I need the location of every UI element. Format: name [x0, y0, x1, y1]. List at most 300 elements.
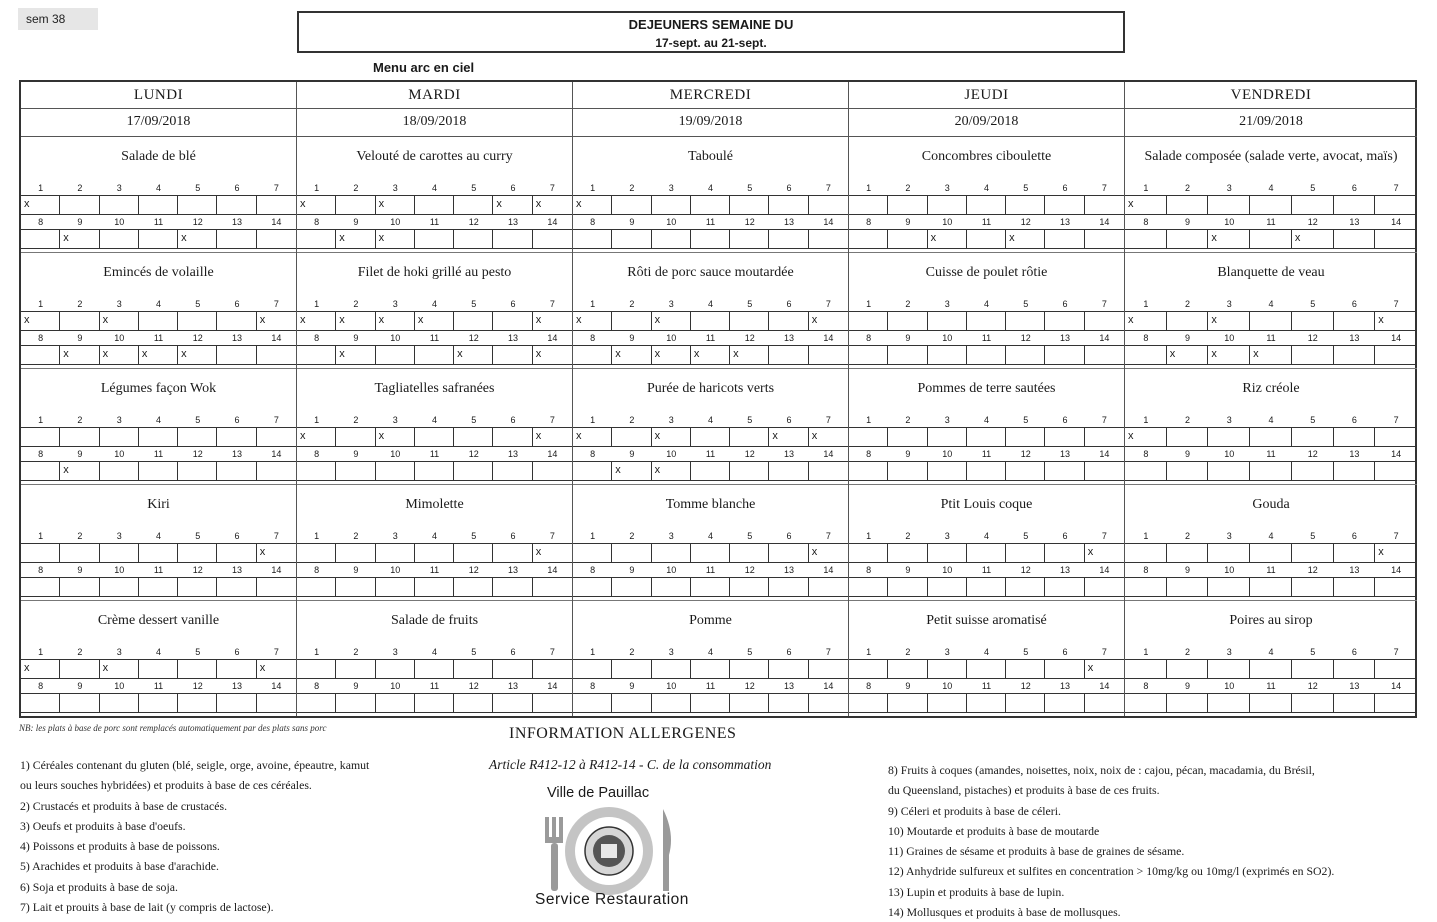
allergen-box-row [573, 659, 848, 679]
allergen-number: 6 [510, 531, 516, 541]
allergen-box-row [849, 543, 1124, 563]
allergen-number: 5 [471, 647, 477, 657]
allergen-number: 7 [1101, 531, 1107, 541]
day-date: 18/09/2018 [402, 114, 467, 129]
allergen-mark: x [1167, 346, 1209, 364]
allergen-box-row [1125, 229, 1417, 249]
allergen-mark [217, 428, 256, 446]
allergen-mark [257, 428, 296, 446]
allergen-mark [21, 694, 60, 712]
course-cell [1125, 369, 1417, 485]
allergen-number: 11 [153, 333, 164, 343]
allergen-number-row [1125, 563, 1417, 577]
allergen-number: 5 [471, 415, 477, 425]
allergen-mark [1125, 578, 1167, 596]
allergen-mark [139, 196, 178, 214]
allergen-number: 5 [1023, 183, 1029, 193]
allergen-number: 3 [1226, 183, 1232, 193]
allergen-mark: x [612, 462, 651, 480]
allergen-number: 9 [77, 449, 83, 459]
allergen-mark: x [100, 346, 139, 364]
allergen-number: 8 [314, 449, 320, 459]
allergen-mark [178, 694, 217, 712]
allergen-number: 11 [705, 217, 716, 227]
allergen-number: 5 [747, 647, 753, 657]
allergen-number: 3 [392, 415, 398, 425]
allergen-mark [100, 196, 139, 214]
allergen-number: 8 [38, 681, 44, 691]
allergen-mark [297, 462, 336, 480]
allergen-mark [1375, 428, 1417, 446]
course-cell [573, 137, 848, 253]
allergen-box-row [297, 659, 572, 679]
allergen-number: 14 [1391, 217, 1402, 227]
allergen-number: 11 [429, 217, 440, 227]
allergen-number: 1 [1143, 647, 1149, 657]
allergen-mark [1045, 694, 1084, 712]
course-cell [21, 485, 296, 601]
allergen-number: 8 [314, 217, 320, 227]
dish-name: Ptit Louis coque [940, 497, 1033, 512]
course-cell [573, 601, 848, 717]
allergen-mark [1375, 196, 1417, 214]
allergen-number: 11 [1266, 333, 1276, 343]
allergen-number: 12 [1307, 681, 1318, 691]
allergen-mark [493, 462, 532, 480]
allergen-number: 14 [271, 449, 282, 459]
allergen-mark [888, 694, 927, 712]
allergen-mark [1250, 312, 1292, 330]
allergen-mark [533, 578, 572, 596]
allergen-mark [1006, 462, 1045, 480]
allergen-mark [139, 578, 178, 596]
allergen-number: 5 [1310, 299, 1316, 309]
allergen-number: 12 [468, 333, 479, 343]
allergen-number: 5 [747, 183, 753, 193]
allergen-number-row [1125, 413, 1417, 427]
allergen-mark [1045, 462, 1084, 480]
allergen-mark: x [1087, 662, 1094, 674]
allergen-number: 2 [1185, 531, 1191, 541]
allergen-mark [454, 312, 493, 330]
allergen-number: 1 [314, 647, 320, 657]
allergen-mark [573, 544, 612, 562]
allergen-mark [336, 694, 375, 712]
course-cell [849, 253, 1124, 369]
allergen-mark [1045, 346, 1084, 364]
day-name: JEUDI [849, 82, 1124, 109]
allergen-number: 2 [77, 647, 83, 657]
allergen-mark [769, 312, 808, 330]
allergen-number: 5 [1023, 415, 1029, 425]
allergen-mark: x [1208, 346, 1250, 364]
allergen-number-row [21, 413, 296, 427]
allergen-number: 11 [705, 333, 716, 343]
allergen-number: 13 [784, 449, 795, 459]
allergen-mark [139, 544, 178, 562]
allergen-number: 11 [429, 681, 440, 691]
allergen-number: 12 [468, 681, 479, 691]
allergen-number: 11 [981, 333, 992, 343]
allergen-number-row [1125, 331, 1417, 345]
allergen-number: 6 [234, 183, 240, 193]
allergen-mark: x [100, 312, 139, 330]
allergen-mark [769, 544, 808, 562]
allergen-mark [691, 462, 730, 480]
allergen-number: 7 [1393, 299, 1399, 309]
allergen-number: 12 [1307, 333, 1318, 343]
allergen-mark [612, 312, 651, 330]
allergen-box-row [297, 311, 572, 331]
allergen-number: 6 [1351, 299, 1357, 309]
allergen-mark [493, 230, 532, 248]
allergen-number: 14 [547, 449, 558, 459]
allergen-mark [888, 660, 927, 678]
allergen-mark [1208, 660, 1250, 678]
day-header [573, 82, 848, 137]
allergen-number: 13 [232, 449, 243, 459]
allergen-mark [1085, 462, 1124, 480]
allergen-number: 1 [38, 531, 44, 541]
allergen-number: 10 [942, 333, 953, 343]
allergen-box-row [21, 577, 296, 597]
allergen-number: 2 [77, 183, 83, 193]
allergen-number: 12 [1020, 333, 1031, 343]
allergen-mark [1375, 230, 1417, 248]
allergen-number: 4 [983, 183, 989, 193]
allergen-number: 4 [707, 299, 713, 309]
allergen-number: 5 [195, 415, 201, 425]
allergen-box-row [297, 427, 572, 447]
allergen-mark [21, 578, 60, 596]
allergen-box-row [849, 195, 1124, 215]
allergen-number: 3 [668, 531, 674, 541]
allergen-mark [493, 694, 532, 712]
allergen-number: 1 [38, 183, 44, 193]
allergen-number: 11 [429, 565, 440, 575]
allergen-number: 12 [1307, 565, 1318, 575]
allergen-number: 9 [905, 565, 911, 575]
allergen-number: 7 [825, 531, 831, 541]
allergen-number: 11 [153, 449, 164, 459]
allergen-number: 10 [666, 333, 677, 343]
allergen-number: 3 [392, 183, 398, 193]
allergen-mark [769, 578, 808, 596]
allergen-number: 11 [1266, 681, 1276, 691]
allergen-mark [1167, 312, 1209, 330]
allergen-number: 8 [866, 681, 872, 691]
allergen-number: 6 [1351, 183, 1357, 193]
allergen-number: 13 [1349, 333, 1360, 343]
allergen-box-row [573, 577, 848, 597]
allergen-number-row [297, 645, 572, 659]
allergen-mark [139, 694, 178, 712]
allergen-number: 5 [1310, 531, 1316, 541]
allergen-number: 6 [510, 183, 516, 193]
allergen-mark [257, 196, 296, 214]
allergen-mark [178, 660, 217, 678]
allergen-number: 14 [1391, 449, 1402, 459]
allergen-number-row [573, 563, 848, 577]
allergen-number: 5 [747, 531, 753, 541]
allergen-mark [454, 462, 493, 480]
allergen-mark [1085, 428, 1124, 446]
allergen-number: 13 [784, 681, 795, 691]
allergen-number: 5 [747, 415, 753, 425]
allergen-mark [1334, 196, 1376, 214]
allergen-mark [1250, 578, 1292, 596]
allergen-number-row [1125, 529, 1417, 543]
allergen-mark [257, 694, 296, 712]
allergen-item: 11) Graines de sésame et produits à base de graines de sésame. [888, 844, 1185, 859]
allergen-number: 7 [825, 183, 831, 193]
allergen-number: 3 [1226, 299, 1232, 309]
dish-name: Blanquette de veau [1217, 265, 1325, 280]
allergen-mark [573, 230, 612, 248]
allergen-number: 11 [705, 449, 716, 459]
allergen-number-row [573, 413, 848, 427]
allergen-mark [612, 544, 651, 562]
dish-name: Velouté de carottes au curry [356, 149, 513, 164]
allergen-number: 9 [905, 217, 911, 227]
allergen-mark [928, 346, 967, 364]
allergen-mark [809, 346, 848, 364]
allergen-number: 7 [1101, 647, 1107, 657]
allergen-mark [691, 544, 730, 562]
allergen-mark [967, 230, 1006, 248]
allergen-number: 5 [471, 531, 477, 541]
allergen-number: 6 [786, 647, 792, 657]
allergen-mark: x [376, 230, 415, 248]
allergen-mark [1334, 694, 1376, 712]
allergen-mark [21, 544, 60, 562]
allergen-mark [257, 578, 296, 596]
allergen-mark: x [535, 198, 542, 210]
allergen-box-row [21, 195, 296, 215]
allergen-mark [493, 346, 532, 364]
allergen-mark: x [376, 312, 415, 330]
allergen-number: 13 [232, 333, 243, 343]
allergen-mark [217, 230, 256, 248]
allergen-box-row [1125, 311, 1417, 331]
allergen-number: 12 [1020, 217, 1031, 227]
allergen-mark [691, 196, 730, 214]
allergen-item: 14) Mollusques et produits à base de mollusques. [888, 905, 1121, 920]
allergen-number: 10 [390, 333, 401, 343]
allergen-mark [60, 428, 99, 446]
allergen-mark [809, 660, 848, 678]
allergen-mark [1085, 312, 1124, 330]
course-cell [21, 369, 296, 485]
allergen-mark [888, 346, 927, 364]
allergen-mark [100, 230, 139, 248]
allergen-mark: x [1006, 230, 1045, 248]
allergen-mark [809, 230, 848, 248]
allergen-number: 7 [1101, 415, 1107, 425]
allergen-mark [1292, 312, 1334, 330]
day-date: 19/09/2018 [678, 114, 743, 129]
allergen-number: 2 [1185, 647, 1191, 657]
allergen-number: 9 [1185, 681, 1191, 691]
allergen-number: 2 [629, 647, 635, 657]
course-cell [297, 601, 572, 717]
allergen-number: 7 [549, 299, 555, 309]
allergen-number: 2 [629, 183, 635, 193]
allergen-number: 10 [666, 565, 677, 575]
allergen-mark [769, 196, 808, 214]
allergen-mark [1045, 660, 1084, 678]
allergen-number-row [849, 413, 1124, 427]
allergen-mark [730, 312, 769, 330]
allergen-mark [928, 196, 967, 214]
allergen-mark [493, 428, 532, 446]
dish-name: Purée de haricots verts [646, 381, 775, 396]
day-column [573, 82, 849, 716]
allergen-mark [1045, 312, 1084, 330]
allergen-mark [1292, 428, 1334, 446]
allergen-number: 12 [744, 565, 755, 575]
allergen-mark [1045, 428, 1084, 446]
allergen-mark: x [612, 346, 651, 364]
allergen-mark [415, 428, 454, 446]
allergen-number-row [849, 215, 1124, 229]
allergen-number-row [849, 563, 1124, 577]
allergen-number: 3 [1226, 647, 1232, 657]
allergen-number: 11 [153, 217, 164, 227]
day-header [297, 82, 572, 137]
allergen-mark [888, 196, 927, 214]
allergen-mark: x [493, 196, 532, 214]
allergen-mark [60, 544, 99, 562]
allergen-mark [1292, 578, 1334, 596]
allergen-mark [1208, 462, 1250, 480]
allergen-mark [454, 428, 493, 446]
allergen-mark [297, 544, 336, 562]
day-date: 21/09/2018 [1239, 114, 1303, 129]
allergen-number: 3 [944, 647, 950, 657]
allergen-mark [730, 230, 769, 248]
allergen-number: 8 [590, 333, 596, 343]
allergen-mark [1167, 196, 1209, 214]
allergen-mark [336, 544, 375, 562]
allergen-mark [1006, 544, 1045, 562]
allergen-number: 4 [707, 415, 713, 425]
allergen-mark [178, 462, 217, 480]
allergen-number: 3 [668, 299, 674, 309]
allergen-mark [533, 660, 572, 678]
allergen-mark [652, 230, 691, 248]
dish-name: Pomme [689, 613, 732, 628]
allergen-number: 3 [668, 647, 674, 657]
allergen-mark [1045, 230, 1084, 248]
allergen-number: 4 [983, 299, 989, 309]
allergen-number-row [849, 529, 1124, 543]
allergen-mark [217, 544, 256, 562]
allergen-mark [967, 428, 1006, 446]
allergen-number: 6 [786, 183, 792, 193]
allergen-number: 12 [192, 217, 203, 227]
allergen-number: 2 [1185, 183, 1191, 193]
allergen-box-row [849, 461, 1124, 481]
allergen-number: 7 [1393, 531, 1399, 541]
allergen-number: 9 [905, 681, 911, 691]
allergen-mark [1250, 196, 1292, 214]
allergen-number-row [297, 529, 572, 543]
allergen-mark [493, 578, 532, 596]
allergen-number-row [21, 181, 296, 195]
allergen-number: 4 [155, 531, 161, 541]
allergen-number: 3 [944, 183, 950, 193]
allergen-mark [336, 578, 375, 596]
allergen-number: 5 [747, 299, 753, 309]
allergen-mark [178, 428, 217, 446]
allergen-number: 6 [1062, 415, 1068, 425]
allergen-number-row [297, 181, 572, 195]
dish-name: Poires au sirop [1229, 613, 1313, 628]
allergen-mark [809, 694, 848, 712]
allergen-mark [1250, 428, 1292, 446]
allergen-box-row [1125, 659, 1417, 679]
allergen-number-row [1125, 297, 1417, 311]
allergen-list-left [20, 755, 440, 917]
allergen-mark [297, 346, 336, 364]
allergen-mark [454, 578, 493, 596]
allergen-mark [612, 230, 651, 248]
allergen-mark [967, 544, 1006, 562]
allergen-number: 1 [866, 299, 872, 309]
allergen-number-row [1125, 645, 1417, 659]
allergen-number: 9 [1185, 449, 1191, 459]
allergen-mark: x [811, 430, 818, 442]
allergen-number: 1 [314, 183, 320, 193]
course-cell [21, 137, 296, 253]
allergen-mark [573, 660, 612, 678]
allergen-mark [612, 196, 651, 214]
allergen-number: 9 [905, 333, 911, 343]
allergen-mark [178, 578, 217, 596]
allergen-mark [652, 196, 691, 214]
course-cell [297, 137, 572, 253]
allergen-mark [1085, 694, 1124, 712]
allergen-number: 14 [1391, 565, 1402, 575]
allergen-mark [967, 312, 1006, 330]
allergen-number: 2 [905, 299, 911, 309]
allergen-box-row [21, 693, 296, 713]
allergen-mark [1208, 694, 1250, 712]
allergen-mark: x [1208, 230, 1250, 248]
allergen-mark [1125, 544, 1167, 562]
allergen-mark [217, 312, 256, 330]
allergen-mark [691, 312, 730, 330]
allergen-number: 6 [786, 531, 792, 541]
allergen-number-row [573, 645, 848, 659]
allergen-number: 14 [1099, 565, 1110, 575]
allergen-number: 11 [981, 565, 992, 575]
allergen-number: 4 [431, 183, 437, 193]
allergen-number: 3 [116, 647, 122, 657]
course-cell [849, 601, 1124, 717]
allergen-mark: x [1208, 312, 1250, 330]
allergen-number: 10 [1224, 681, 1235, 691]
allergen-number: 1 [590, 299, 596, 309]
allergen-box-row [21, 659, 296, 679]
allergen-number-row [849, 679, 1124, 693]
dish-name: Concombres ciboulette [921, 149, 1052, 164]
allergen-mark [573, 462, 612, 480]
allergen-mark: x [297, 312, 336, 330]
allergen-number: 6 [1062, 299, 1068, 309]
allergen-number: 10 [666, 449, 677, 459]
